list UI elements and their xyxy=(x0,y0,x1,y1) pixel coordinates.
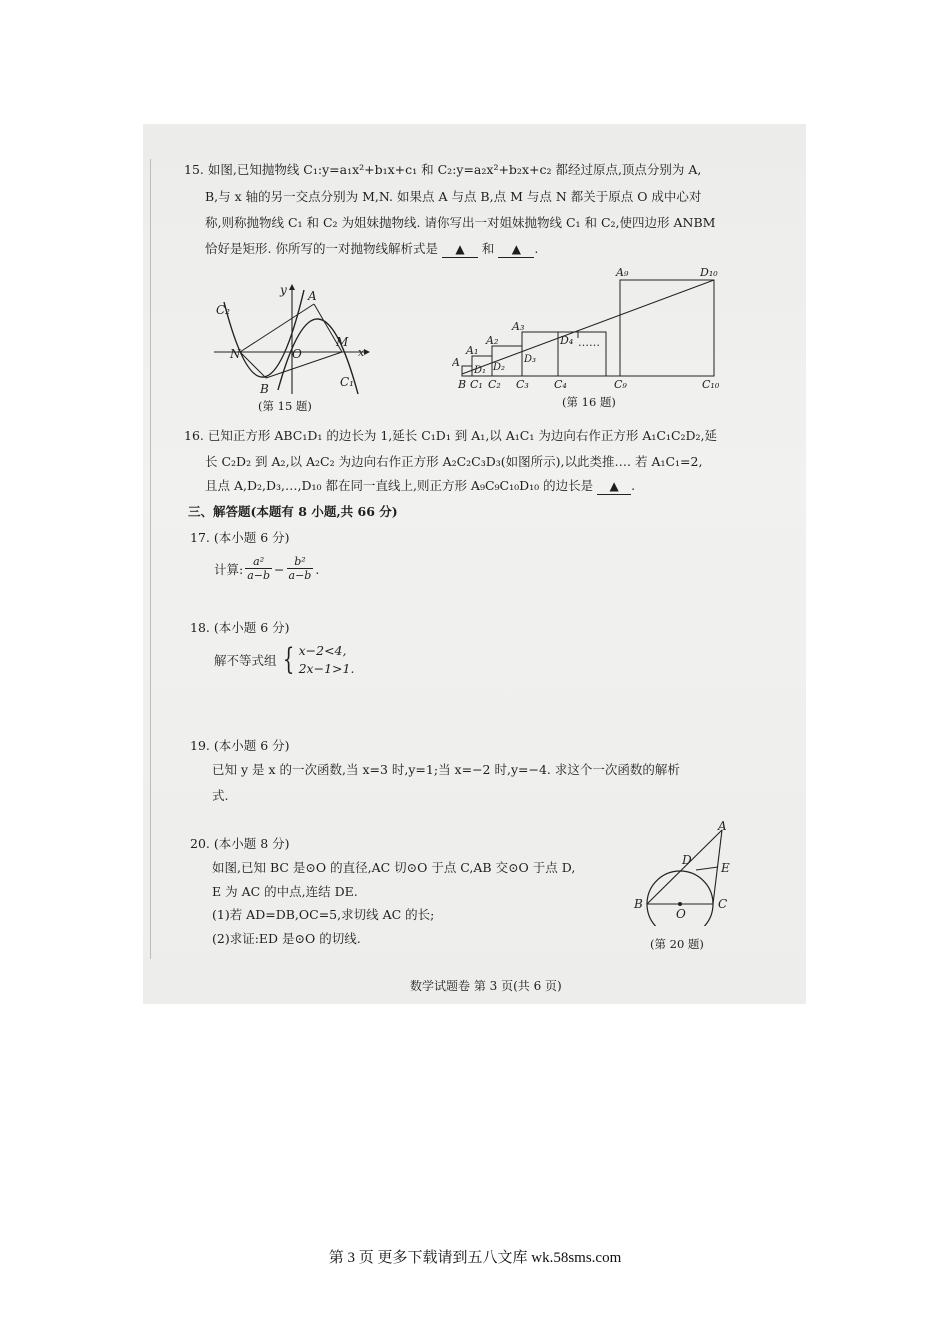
q16-caption: (第 16 题) xyxy=(562,395,616,409)
label-d1: D₁ xyxy=(474,365,487,376)
label-a: A xyxy=(718,820,727,833)
fraction-1 xyxy=(245,555,272,583)
q19-line1: 已知 y 是 x 的一次函数,当 x=3 时,y=1;当 x=−2 时,y=−4. 求这个一次函数的解析 xyxy=(212,762,680,777)
q15-answer-blank-1: ▲ xyxy=(442,241,478,258)
q17-expression xyxy=(214,552,319,586)
label-n: N xyxy=(230,347,241,361)
segment-de xyxy=(696,867,718,870)
label-a: A xyxy=(452,356,460,369)
q20-caption: (第 20 题) xyxy=(650,937,704,951)
label-a1: A₁ xyxy=(466,344,479,357)
q19-title: 19. (本小题 6 分) xyxy=(190,738,290,753)
label-c3: C₃ xyxy=(516,378,529,391)
q19-line2: 式. xyxy=(212,788,229,803)
section-3-heading: 三、解答题(本题有 8 小题,共 66 分) xyxy=(188,504,398,519)
figure-16-squares xyxy=(452,262,728,392)
label-c9: C₉ xyxy=(614,378,627,391)
figure-20-circle xyxy=(630,820,742,926)
diagonal-line xyxy=(462,280,714,374)
fraction-1-denominator: a−b xyxy=(247,569,271,582)
label-c1: C₁ xyxy=(470,378,483,391)
x-axis-arrow xyxy=(364,349,370,355)
label-a3: A₃ xyxy=(512,320,525,333)
label-x: x xyxy=(358,346,365,359)
q15-and: 和 xyxy=(481,241,495,256)
inequality-1: x−2<4, xyxy=(298,643,347,658)
q20-line2: E 为 AC 的中点,连结 DE. xyxy=(212,884,358,899)
q16-end: . xyxy=(631,478,636,493)
center-point xyxy=(678,902,682,906)
q16-line3-text: 且点 A,D₂,D₃,…,D₁₀ 都在同一直线上,则正方形 A₉C₉C₁₀D₁₀ 的边长是 xyxy=(205,478,594,493)
label-c1: C₁ xyxy=(340,375,354,389)
q17-prefix: 计算: xyxy=(214,562,244,577)
q17-end: . xyxy=(315,561,320,577)
q20-part2: (2)求证:ED 是⊙O 的切线. xyxy=(212,931,361,946)
q15-line4 xyxy=(205,241,538,258)
brace-icon: { xyxy=(282,642,294,677)
fraction-2-numerator: b² xyxy=(294,555,306,568)
margin-line xyxy=(150,159,151,959)
segment-nb xyxy=(240,352,266,378)
q15-line2: B,与 x 轴的另一交点分别为 M,N. 如果点 A 与点 B,点 M 与点 N 都关于原点 O 成中心对 xyxy=(205,189,702,204)
label-m: M xyxy=(336,335,349,349)
label-d: D xyxy=(682,853,692,867)
q16-line1: 16. 已知正方形 ABC₁D₁ 的边长为 1,延长 C₁D₁ 到 A₁,以 A₁C₁ 为边向右作正方形 A₁C₁C₂D₂,延 xyxy=(184,428,718,443)
square-10 xyxy=(620,280,714,376)
label-c2: C₂ xyxy=(488,378,501,391)
fraction-2-denominator: a−b xyxy=(288,569,312,582)
label-c10: C₁₀ xyxy=(702,378,720,391)
q18-title: 18. (本小题 6 分) xyxy=(190,620,290,635)
figure-15-parabolas xyxy=(212,278,370,398)
label-o: O xyxy=(292,347,302,361)
label-y: y xyxy=(280,283,287,297)
label-e: E xyxy=(721,861,730,875)
label-d10: D₁₀ xyxy=(700,266,718,279)
q17-title: 17. (本小题 6 分) xyxy=(190,530,290,545)
label-dots: …… xyxy=(578,336,600,349)
label-c4: C₄ xyxy=(554,378,567,391)
label-b: B xyxy=(458,378,467,391)
q15-caption: (第 15 题) xyxy=(258,399,312,413)
label-a: A xyxy=(308,289,317,303)
label-c: C xyxy=(718,897,728,911)
fraction-2 xyxy=(287,555,314,583)
label-b: B xyxy=(634,897,643,911)
q15-line1: 15. 如图,已知抛物线 C₁:y=a₁x²+b₁x+c₁ 和 C₂:y=a₂x²+b₂x+c₂ 都经过原点,顶点分别为 A, xyxy=(184,162,702,177)
q18-system xyxy=(214,640,354,680)
q16-line2: 长 C₂D₂ 到 A₂,以 A₂C₂ 为边向右作正方形 A₂C₂C₃D₃(如图所示),以此类推…. 若 A₁C₁=2, xyxy=(205,454,703,469)
q15-end: . xyxy=(534,241,539,256)
q20-line1: 如图,已知 BC 是⊙O 的直径,AC 切⊙O 于点 C,AB 交⊙O 于点 D, xyxy=(212,860,576,875)
q15-line3: 称,则称抛物线 C₁ 和 C₂ 为姐妹抛物线. 请你写出一对姐妹抛物线 C₁ 和 C₂,使四边形 ANBM xyxy=(205,215,716,230)
label-a9: A₉ xyxy=(616,266,629,279)
q20-part1: (1)若 AD=DB,OC=5,求切线 AC 的长; xyxy=(212,907,435,922)
q15-line4-text: 恰好是矩形. 你所写的一对抛物线解析式是 xyxy=(205,241,438,256)
label-d4: D₄ xyxy=(560,334,574,347)
label-o: O xyxy=(676,907,686,921)
label-d3: D₃ xyxy=(524,354,537,365)
q16-line3 xyxy=(205,478,635,495)
label-b: B xyxy=(260,382,269,396)
q16-answer-blank: ▲ xyxy=(597,478,631,495)
q17-minus: − xyxy=(274,561,285,577)
q20-title: 20. (本小题 8 分) xyxy=(190,836,290,851)
label-d2: D₂ xyxy=(493,362,506,373)
q18-prefix: 解不等式组 xyxy=(214,653,277,668)
label-a2: A₂ xyxy=(486,334,499,347)
y-axis-arrow xyxy=(289,284,295,290)
document-footer: 第 3 页 更多下载请到五八文库 wk.58sms.com xyxy=(328,1250,622,1266)
exam-page-footer: 数学试题卷 第 3 页(共 6 页) xyxy=(410,979,562,993)
q15-answer-blank-2: ▲ xyxy=(498,241,534,258)
label-c2: C₂ xyxy=(216,303,230,317)
fraction-1-numerator: a² xyxy=(253,555,265,568)
inequalities xyxy=(299,642,355,678)
inequality-2: 2x−1>1. xyxy=(298,661,355,676)
